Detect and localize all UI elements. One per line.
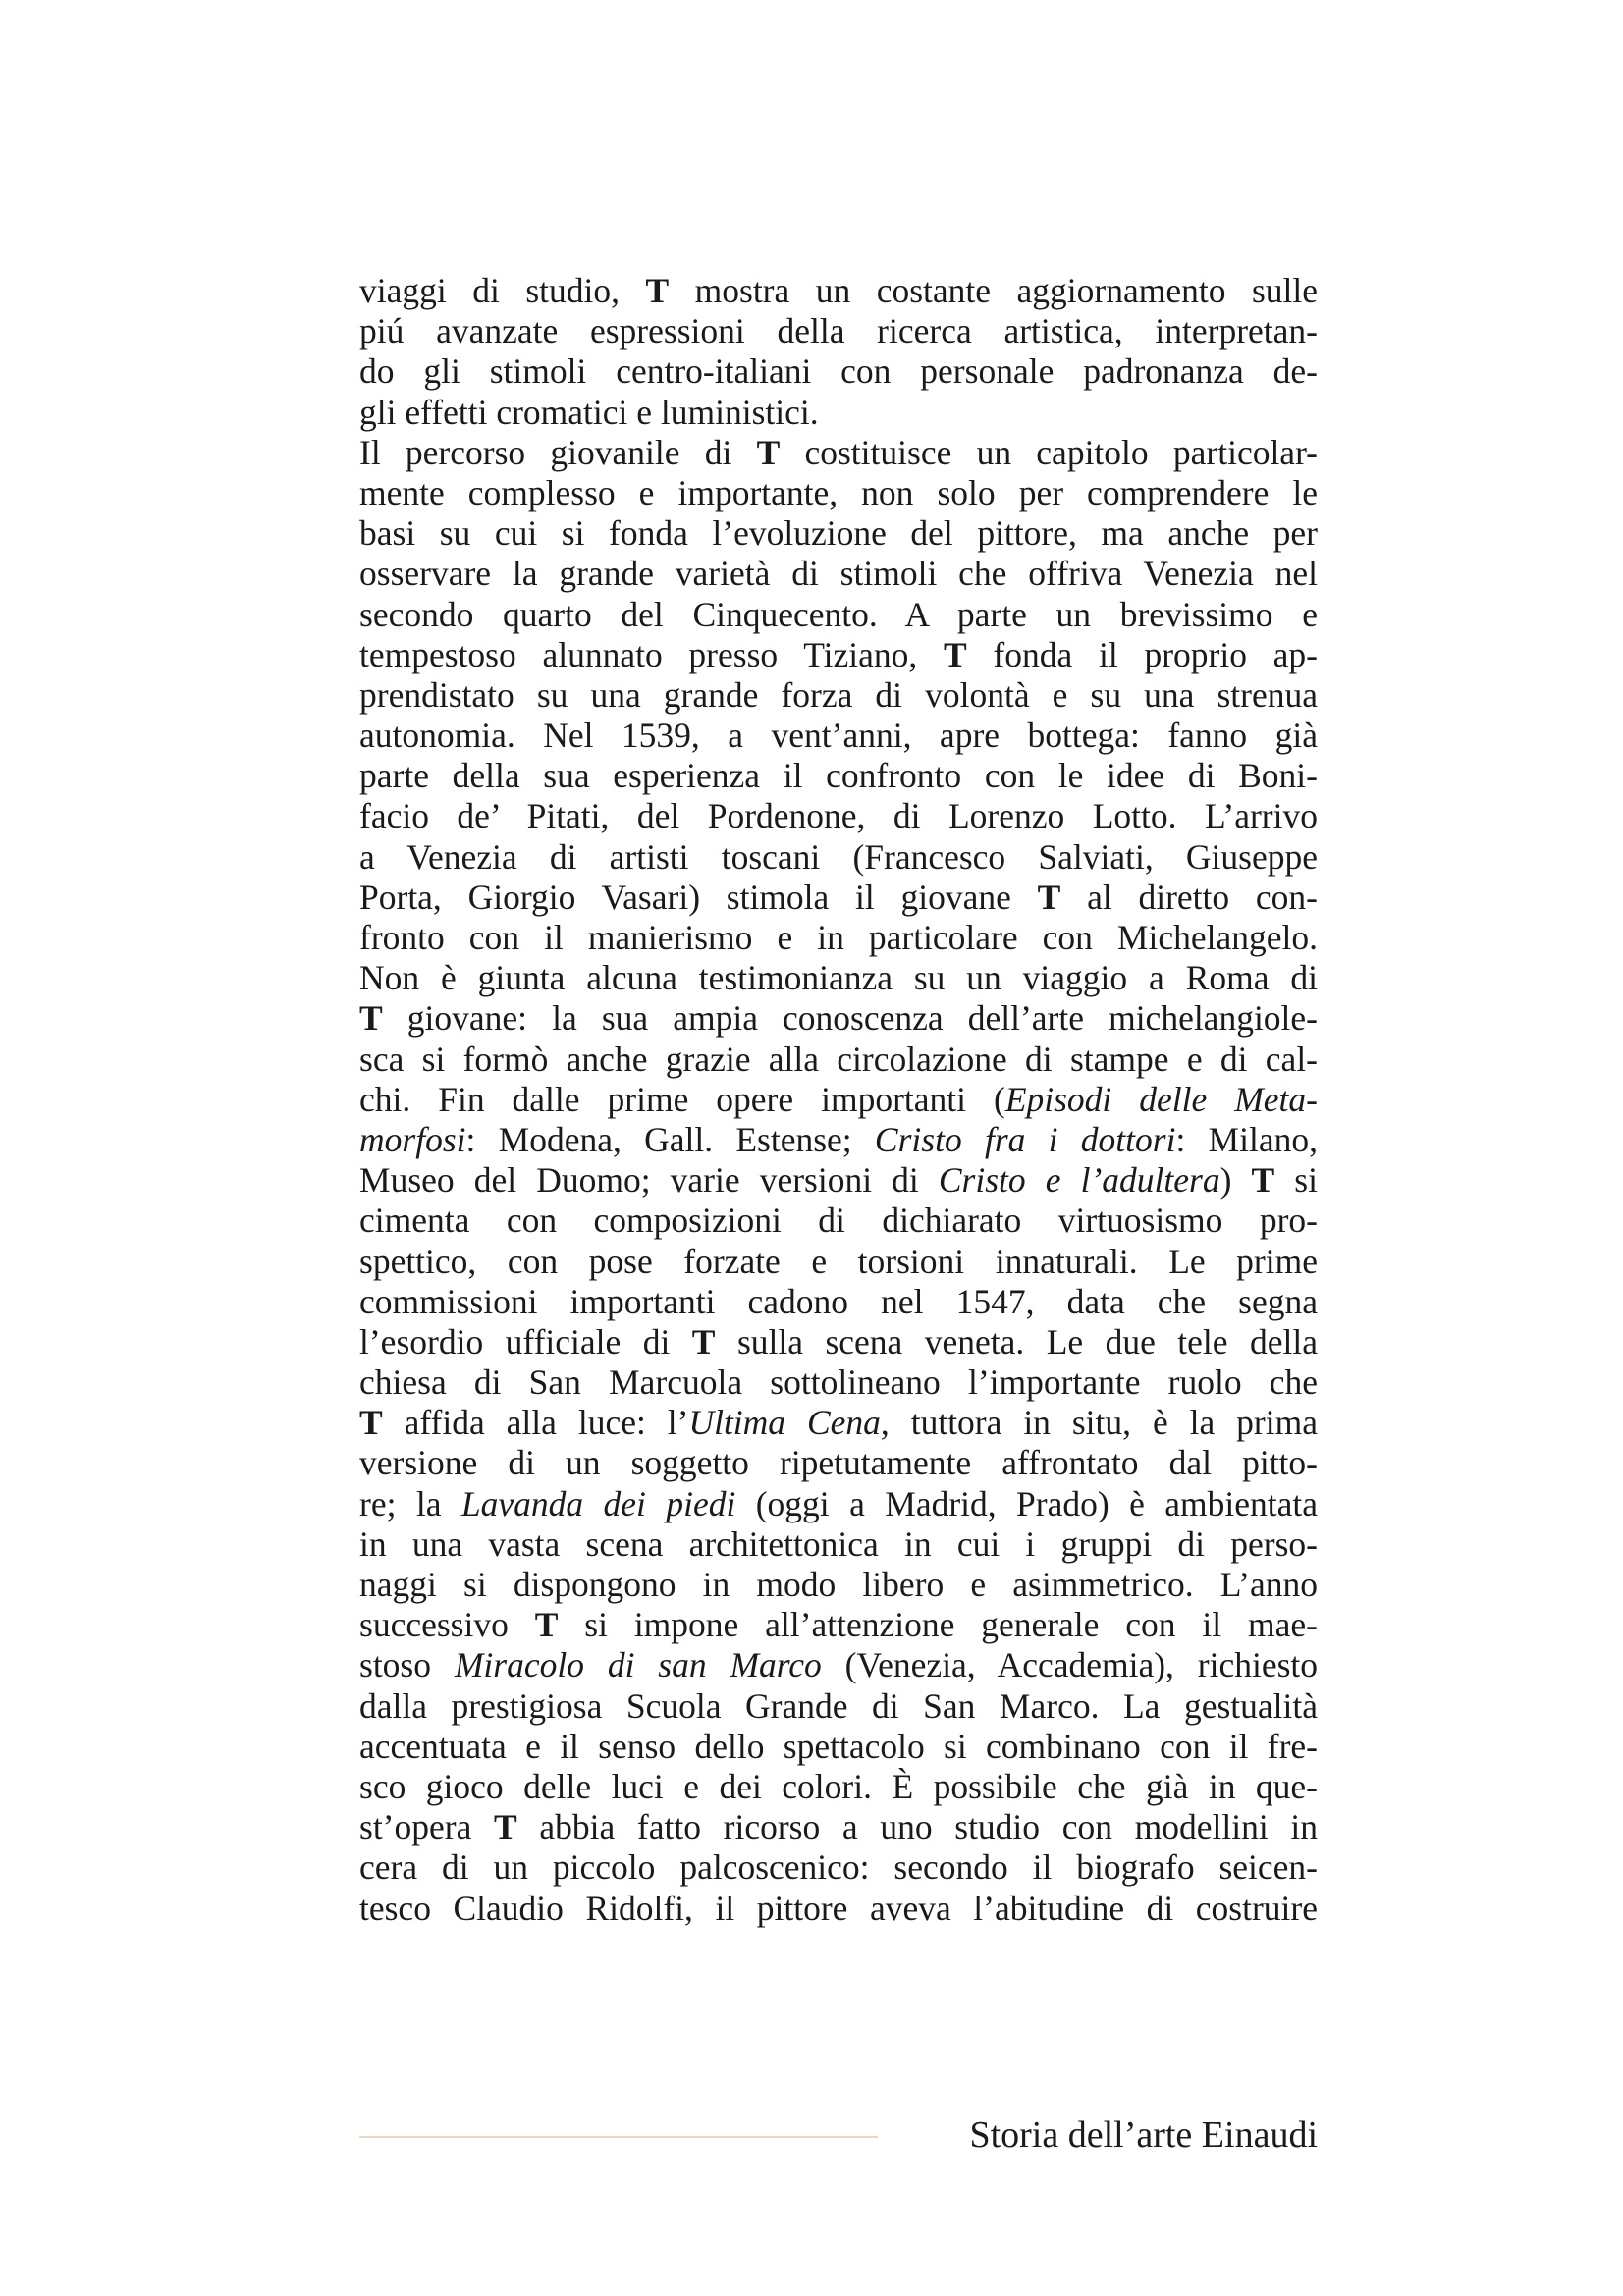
- text-line: [359, 473, 1318, 513]
- text-segment: piú avanzate espressioni della ricerca artistica, interpretan-: [359, 311, 1318, 351]
- text-segment: secondo quarto del Cinquecento. A parte un brevissimo e: [359, 594, 1318, 634]
- text-segment: l’esordio ufficiale di: [359, 1321, 692, 1362]
- text-segment: gli effetti cromatici e luministici.: [359, 392, 819, 432]
- artist-initial: T: [691, 1321, 716, 1362]
- text-line: [359, 513, 1318, 554]
- text-segment: accentuata e il senso dello spettacolo si combinano con il fre-: [359, 1726, 1318, 1766]
- text-segment: si: [1274, 1160, 1318, 1201]
- text-line: [359, 1807, 1318, 1847]
- text-line: [359, 675, 1318, 716]
- text-segment: (oggi a Madrid, Prado) è ambientata: [735, 1483, 1319, 1523]
- text-segment: abbia fatto ricorso a uno studio con modellini in: [516, 1807, 1318, 1847]
- text-segment: tempestoso alunnato presso Tiziano,: [359, 634, 945, 674]
- text-line: [359, 635, 1318, 675]
- text-line: [359, 1565, 1318, 1605]
- text-segment: re; la: [359, 1483, 461, 1523]
- text-segment: stoso: [359, 1645, 455, 1685]
- text-segment: facio de’ Pitati, del Pordenone, di Lorenzo Lotto. L’arrivo: [359, 796, 1318, 836]
- text-segment: sca si formò anche grazie alla circolazione di stampe e di cal-: [359, 1039, 1318, 1079]
- artist-initial: T: [534, 1605, 559, 1645]
- text-line: [359, 393, 1318, 433]
- text-line: [359, 796, 1318, 836]
- italic-title: Miracolo di san Marco: [454, 1645, 822, 1685]
- text-segment: Porta, Giorgio Vasari) stimola il giovane: [359, 877, 1038, 917]
- text-segment: successivo: [359, 1605, 535, 1645]
- text-line: [359, 1645, 1318, 1685]
- text-segment: fronto con il manierismo e in particolare con Michelangelo.: [359, 918, 1318, 957]
- text-segment: Non è giunta alcuna testimonianza su un viaggio a Roma di: [359, 958, 1318, 998]
- text-segment: naggi si dispongono in modo libero e asimmetrico. L’anno: [359, 1565, 1318, 1604]
- text-line: [359, 998, 1318, 1039]
- footer-title: Storia dell’arte Einaudi: [969, 2114, 1318, 2156]
- text-line: [359, 351, 1318, 392]
- text-line: [359, 1889, 1318, 1929]
- text-line: [359, 1686, 1318, 1727]
- text-segment: spettico, con pose forzate e torsioni innaturali. Le prime: [359, 1241, 1318, 1281]
- italic-title: Episodi delle Meta-: [1004, 1079, 1318, 1119]
- body-text: [359, 271, 1318, 1929]
- page-footer: [359, 2110, 1318, 2160]
- text-line: [359, 1403, 1318, 1443]
- artist-initial: T: [944, 634, 967, 674]
- text-segment: mente complesso e importante, non solo per comprendere le: [359, 472, 1318, 512]
- text-segment: a Venezia di artisti toscani (Francesco Salviati, Giuseppe: [359, 836, 1318, 877]
- text-segment: cimenta con composizioni di dichiarato virtuosismo pro-: [359, 1201, 1318, 1241]
- text-line: [359, 271, 1318, 311]
- text-segment: , tuttora in situ, è la prima: [880, 1403, 1318, 1443]
- artist-initial: T: [359, 998, 383, 1039]
- text-segment: do gli stimoli centro-italiani con personale padronanza de-: [359, 351, 1318, 392]
- text-segment: basi su cui si fonda l’evoluzione del pittore, ma anche per: [359, 513, 1318, 554]
- text-segment: viaggi di studio,: [359, 271, 646, 310]
- text-segment: tesco Claudio Ridolfi, il pittore aveva l’abitudine di costruire: [359, 1888, 1318, 1928]
- footer-rule: [359, 2136, 878, 2138]
- artist-initial: T: [1251, 1160, 1275, 1201]
- text-line: [359, 1484, 1318, 1524]
- artist-initial: T: [756, 432, 781, 472]
- text-segment: sco gioco delle luci e dei colori. È possibile che già in que-: [359, 1766, 1318, 1806]
- text-segment: autonomia. Nel 1539, a vent’anni, apre bottega: fanno già: [359, 716, 1318, 756]
- text-segment: commissioni importanti cadono nel 1547, data che segna: [359, 1281, 1318, 1321]
- text-segment: chiesa di San Marcuola sottolineano l’importante ruolo che: [359, 1362, 1318, 1403]
- text-line: [359, 1242, 1318, 1282]
- text-segment: chi. Fin dalle prime opere importanti (: [359, 1079, 1005, 1119]
- text-line: [359, 756, 1318, 796]
- text-line: [359, 878, 1318, 918]
- text-segment: al diretto con-: [1060, 877, 1318, 917]
- text-line: [359, 1201, 1318, 1241]
- italic-title: Lavanda dei piedi: [460, 1483, 736, 1523]
- text-line: [359, 1605, 1318, 1645]
- text-line: [359, 1847, 1318, 1888]
- italic-title: Ultima Cena: [688, 1403, 881, 1443]
- text-line: [359, 1443, 1318, 1483]
- text-segment: fonda il proprio ap-: [966, 634, 1319, 674]
- text-line: [359, 433, 1318, 473]
- italic-title: morfosi: [359, 1119, 466, 1159]
- text-line: [359, 1767, 1318, 1807]
- text-segment: Museo del Duomo; varie versioni di: [359, 1160, 939, 1201]
- text-line: [359, 716, 1318, 756]
- text-segment: st’opera: [359, 1807, 495, 1847]
- text-segment: : Milano,: [1175, 1119, 1318, 1159]
- text-segment: ): [1219, 1160, 1252, 1201]
- text-segment: affida alla luce: l’: [382, 1403, 689, 1443]
- text-segment: cera di un piccolo palcoscenico: secondo il biografo seicen-: [359, 1847, 1318, 1888]
- text-segment: osservare la grande varietà di stimoli che offriva Venezia nel: [359, 554, 1318, 594]
- text-segment: dalla prestigiosa Scuola Grande di San Marco. La gestualità: [359, 1685, 1318, 1726]
- text-line: [359, 1322, 1318, 1362]
- text-line: [359, 958, 1318, 998]
- text-segment: mostra un costante aggiornamento sulle: [669, 271, 1318, 310]
- italic-title: Cristo fra i dottori: [874, 1119, 1176, 1159]
- artist-initial: T: [494, 1807, 517, 1847]
- text-line: [359, 1727, 1318, 1767]
- text-line: [359, 1282, 1318, 1322]
- artist-initial: T: [645, 271, 670, 310]
- text-segment: si impone all’attenzione generale con il mae-: [558, 1605, 1318, 1645]
- text-segment: (Venezia, Accademia), richiesto: [821, 1645, 1319, 1685]
- text-segment: giovane: la sua ampia conoscenza dell’arte michelangiole-: [382, 998, 1318, 1039]
- text-line: [359, 1160, 1318, 1201]
- text-segment: parte della sua esperienza il confronto con le idee di Boni-: [359, 756, 1318, 796]
- artist-initial: T: [1037, 877, 1061, 917]
- italic-title: Cristo e l’adultera: [938, 1160, 1220, 1201]
- artist-initial: T: [359, 1403, 383, 1443]
- text-segment: in una vasta scena architettonica in cui i gruppi di perso-: [359, 1523, 1318, 1564]
- text-segment: versione di un soggetto ripetutamente affrontato dal pitto-: [359, 1443, 1318, 1483]
- text-line: [359, 554, 1318, 594]
- text-line: [359, 311, 1318, 351]
- text-line: [359, 1362, 1318, 1403]
- text-segment: Il percorso giovanile di: [359, 432, 757, 472]
- text-line: [359, 1040, 1318, 1080]
- text-line: [359, 1120, 1318, 1160]
- text-line: [359, 918, 1318, 958]
- text-segment: prendistato su una grande forza di volontà e su una strenua: [359, 674, 1318, 715]
- text-segment: : Modena, Gall. Estense;: [465, 1119, 875, 1159]
- text-segment: sulla scena veneta. Le due tele della: [715, 1321, 1318, 1362]
- text-segment: costituisce un capitolo particolar-: [780, 432, 1318, 472]
- text-line: [359, 595, 1318, 635]
- text-line: [359, 837, 1318, 878]
- text-line: [359, 1080, 1318, 1120]
- text-line: [359, 1524, 1318, 1565]
